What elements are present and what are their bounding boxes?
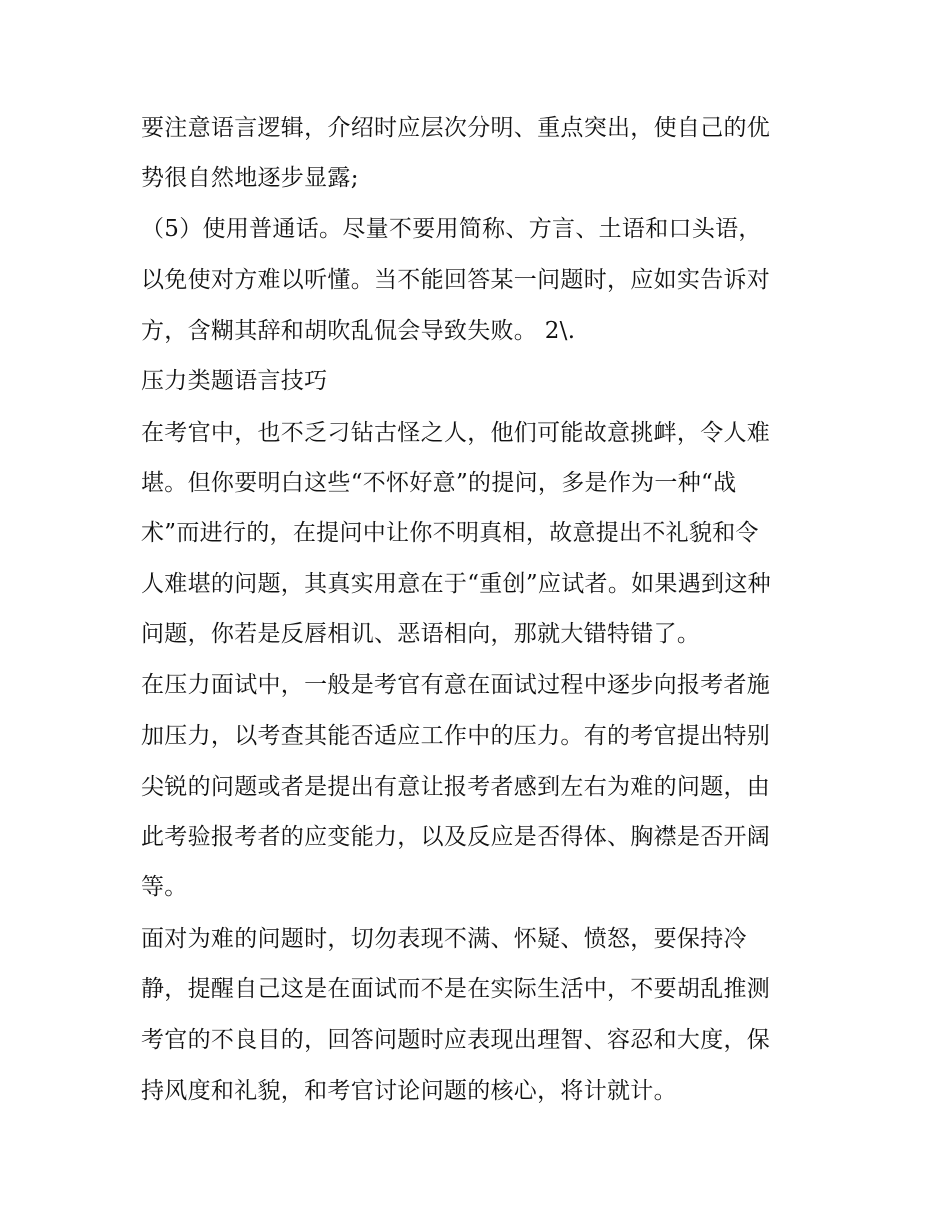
text-line: 方，含糊其辞和胡吹乱侃会导致失败。 2\. — [141, 318, 576, 344]
text-line: 术”而进行的，在提问中让你不明真相，故意提出不礼貌和令 — [141, 520, 759, 546]
text-line: 在考官中，也不乏刁钻古怪之人，他们可能故意挑衅，令人难 — [141, 420, 771, 446]
text-line: 在压力面试中，一般是考官有意在面试过程中逐步向报考者施 — [141, 672, 771, 698]
text-line: 持风度和礼貌，和考官讨论问题的核心，将计就计。 — [141, 1078, 677, 1104]
text-line: 堪。但你要明白这些“不怀好意”的提问，多是作为一种“战 — [141, 470, 737, 496]
text-line: 尖锐的问题或者是提出有意让报考者感到左右为难的问题，由 — [141, 774, 771, 800]
text-line: 问题，你若是反唇相讥、恶语相向，那就大错特错了。 — [141, 621, 701, 647]
text-line: 面对为难的问题时，切勿表现不满、怀疑、愤怒，要保持冷 — [141, 926, 747, 952]
text-line: 要注意语言逻辑，介绍时应层次分明、重点突出，使自己的优 — [141, 115, 771, 141]
text-line: 此考验报考者的应变能力，以及反应是否得体、胸襟是否开阔 — [141, 824, 771, 850]
text-line: 人难堪的问题，其真实用意在于“重创”应试者。如果遇到这种 — [141, 571, 771, 597]
text-line: 静，提醒自己这是在面试而不是在实际生活中，不要胡乱推测 — [141, 976, 771, 1002]
text-line: （5）使用普通话。尽量不要用简称、方言、土语和口头语， — [141, 216, 762, 242]
section-heading: 压力类题语言技巧 — [141, 368, 328, 394]
text-line: 势很自然地逐步显露; — [141, 165, 359, 191]
text-line: 等。 — [141, 874, 188, 900]
text-line: 以免使对方难以听懂。当不能回答某一问题时，应如实告诉对 — [141, 267, 771, 293]
text-line: 考官的不良目的，回答问题时应表现出理智、容忍和大度，保 — [141, 1027, 771, 1053]
text-line: 加压力，以考查其能否适应工作中的压力。有的考官提出特别 — [141, 723, 771, 749]
